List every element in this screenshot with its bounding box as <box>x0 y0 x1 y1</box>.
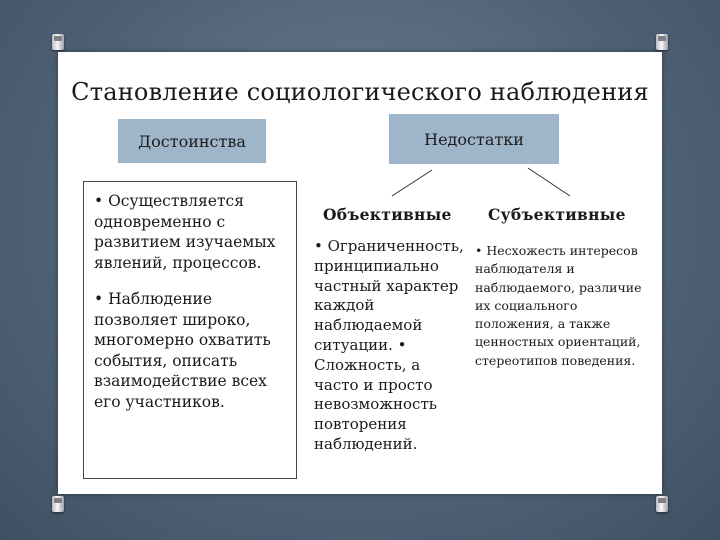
advantage-item: • Наблюдение позволяет широко, многомерно охватить события, описать взаимодействие всех его участников. <box>94 290 271 411</box>
subjective-title: Субъективные <box>488 205 626 224</box>
disadvantages-header: Недостатки <box>389 114 559 164</box>
objective-text: • Ограниченность, принципиально частный характер каждой наблюдаемой ситуации. • Сложность, а часто и просто невозможность повторения наблюдений. <box>314 237 464 453</box>
objective-title: Объективные <box>323 205 452 224</box>
page-title: Становление социологического наблюдения <box>71 78 649 106</box>
advantage-item: • Осуществляется одновременно с развитием изучаемых явлений, процессов. <box>94 192 276 272</box>
advantages-panel <box>83 181 297 479</box>
connector-objective <box>392 170 432 196</box>
advantages-header: Достоинства <box>118 119 266 163</box>
connector-subjective <box>528 168 570 196</box>
subjective-text: • Несхожесть интересов наблюдателя и наблюдаемого, различие их социального положения, а также ценностных ориентаций, стереотипов поведения. <box>475 243 642 368</box>
